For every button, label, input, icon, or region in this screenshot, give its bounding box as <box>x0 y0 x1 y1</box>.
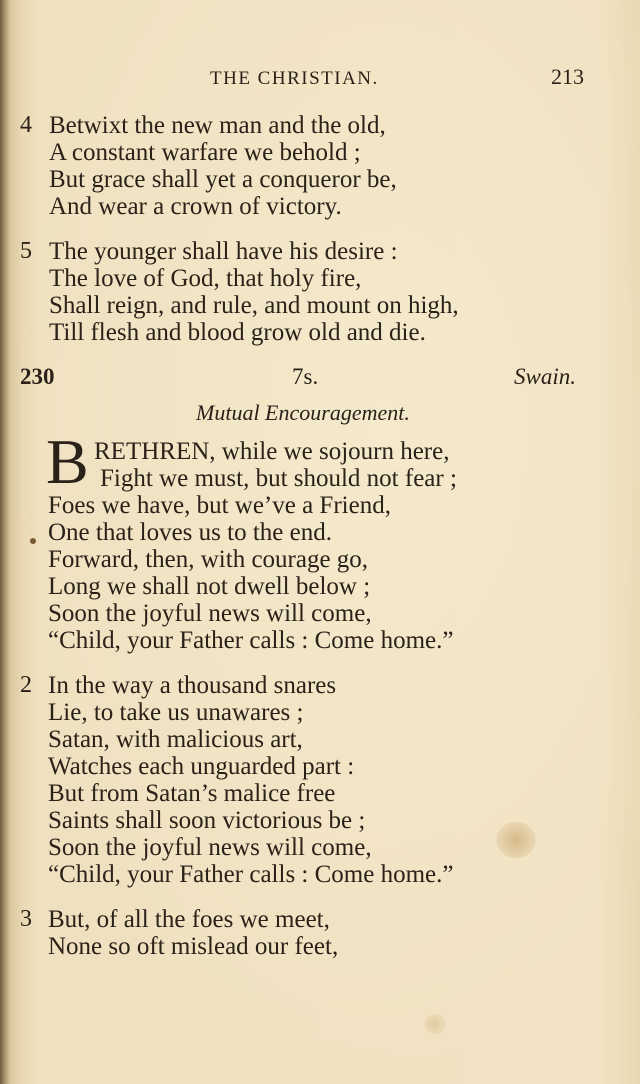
verse-line: Fight we must, but should not fear ; <box>100 465 457 492</box>
verse-line: And wear a crown of victory. <box>49 193 342 220</box>
verse-line: But, of all the foes we meet, <box>48 906 330 933</box>
verse-line: “Child, your Father calls : Come home.” <box>48 861 454 888</box>
verse-line: Watches each unguarded part : <box>48 753 355 780</box>
foxing-stain <box>424 1014 446 1034</box>
verse-line: Betwixt the new man and the old, <box>49 112 386 139</box>
verse-line: Saints shall soon victorious be ; <box>48 807 366 834</box>
hymn-meter: 7s. <box>292 364 319 389</box>
hymn-title: Mutual Encouragement. <box>196 400 410 425</box>
drop-cap: B <box>46 426 89 497</box>
running-header <box>0 64 640 98</box>
verse-line: But from Satan’s malice free <box>48 780 336 807</box>
verse-line: Satan, with malicious art, <box>48 726 303 753</box>
foxing-stain <box>496 822 536 858</box>
hymn-number: 230 <box>20 364 55 389</box>
stanza-number: 2 <box>20 672 32 698</box>
verse-line: In the way a thousand snares <box>48 672 337 699</box>
verse-line: Foes we have, but we’ve a Friend, <box>48 492 391 519</box>
verse-line: “Child, your Father calls : Come home.” <box>48 627 454 654</box>
stanza-number: 5 <box>20 238 32 264</box>
hymn-author: Swain. <box>514 364 576 389</box>
ink-fleck <box>30 538 36 544</box>
verse-line: One that loves us to the end. <box>48 519 332 546</box>
verse-line: RETHREN, while we sojourn here, <box>94 438 450 465</box>
verse-line: Soon the joyful news will come, <box>48 834 372 861</box>
verse-line: But grace shall yet a conqueror be, <box>49 166 397 193</box>
verse-line: A constant warfare we behold ; <box>49 139 361 166</box>
verse-line: Soon the joyful news will come, <box>48 600 372 627</box>
stanza-number: 3 <box>20 906 32 932</box>
verse-line: The love of God, that holy fire, <box>49 265 362 292</box>
verse-line: Lie, to take us unawares ; <box>48 699 304 726</box>
verse-line: Till flesh and blood grow old and die. <box>49 319 426 346</box>
verse-line: Forward, then, with courage go, <box>48 546 369 573</box>
page-number: 213 <box>551 64 584 89</box>
stanza-number: 4 <box>20 112 32 138</box>
verse-line: The younger shall have his desire : <box>49 238 398 265</box>
verse-line: Long we shall not dwell below ; <box>48 573 371 600</box>
verse-line: None so oft mislead our feet, <box>48 933 339 960</box>
verse-line: Shall reign, and rule, and mount on high, <box>49 292 459 319</box>
running-title: THE CHRISTIAN. <box>210 68 379 89</box>
